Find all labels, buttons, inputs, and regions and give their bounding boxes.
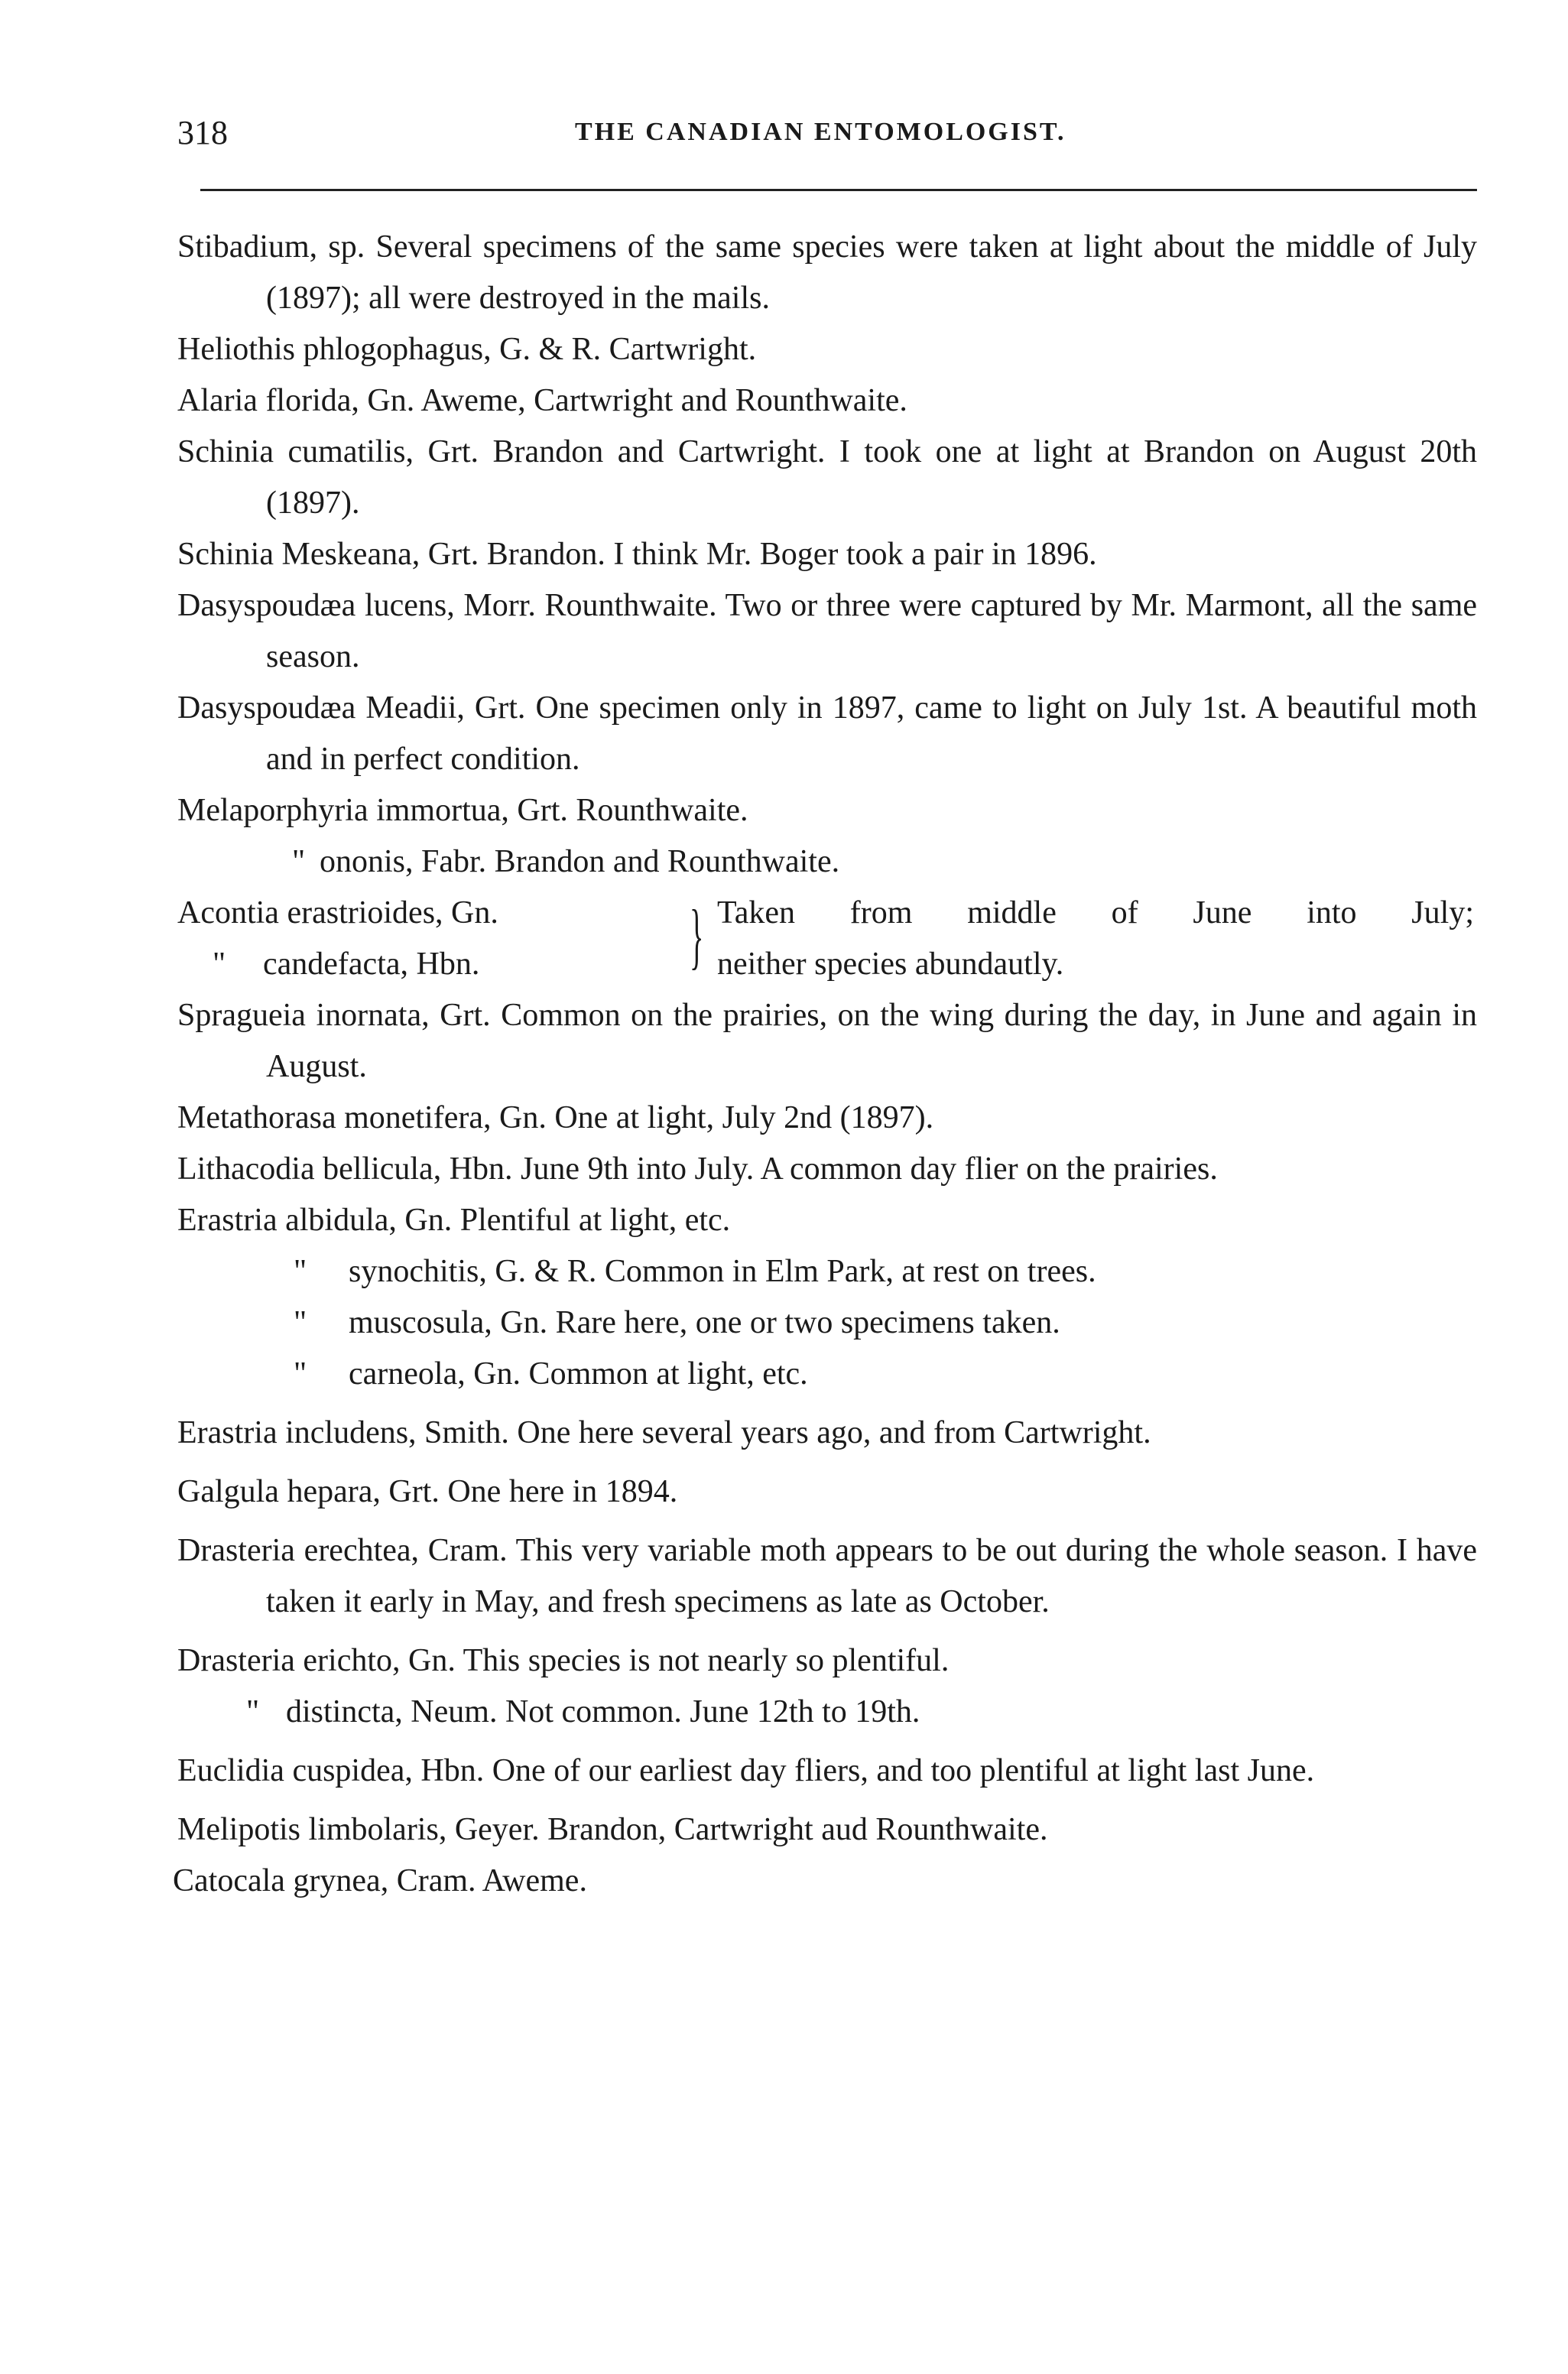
ditto-mark: " bbox=[294, 1305, 307, 1340]
entry-stibadium: Stibadium, sp. Several specimens of the same species were taken at light about the middle of July (1897); all were destroyed in the mails. bbox=[177, 229, 1477, 316]
acontia-note-2: neither species abundautly. bbox=[717, 947, 1064, 982]
entry-text: distincta, Neum. Not common. June 12th to 19th. bbox=[286, 1694, 920, 1729]
entry-schinia-cumatilis: Schinia cumatilis, Grt. Brandon and Cartwright. I took one at light at Brandon on August 20th (1897). bbox=[177, 434, 1477, 521]
page-number: 318 bbox=[177, 114, 228, 151]
entry-melaporphyria: Melaporphyria immortua, Grt. Rounthwaite. bbox=[177, 793, 748, 828]
entry-alaria: Alaria florida, Gn. Aweme, Cartwright and Rounthwaite. bbox=[177, 383, 907, 418]
entry-erastria-muscosula bbox=[177, 1297, 1477, 1349]
entry-erastria-includens: Erastria includens, Smith. One here several years ago, and from Cartwright. bbox=[177, 1415, 1151, 1450]
entry-drasteria-distincta bbox=[177, 1687, 1477, 1738]
ditto-mark: " bbox=[213, 947, 226, 982]
entry-erastria-albidula: Erastria albidula, Gn. Plentiful at light, etc. bbox=[177, 1203, 731, 1238]
ditto-mark: " bbox=[246, 1694, 260, 1729]
ditto-mark: " bbox=[292, 844, 306, 879]
entry-text: synochitis, G. & R. Common in Elm Park, at rest on trees. bbox=[349, 1254, 1096, 1289]
entry-erastria-carneola bbox=[177, 1349, 1477, 1400]
entry-drasteria-erechtea: Drasteria erechtea, Cram. This very variable moth appears to be out during the whole season. I have taken it early in May, and fresh specimens as late as October. bbox=[177, 1533, 1477, 1619]
ditto-mark: " bbox=[294, 1254, 307, 1289]
ditto-mark: " bbox=[294, 1356, 307, 1392]
entry-text: muscosula, Gn. Rare here, one or two specimens taken. bbox=[349, 1305, 1060, 1340]
entry-lithacodia: Lithacodia bellicula, Hbn. June 9th into July. A common day flier on the prairies. bbox=[177, 1151, 1218, 1187]
entry-melaporphyria-ononis bbox=[177, 836, 1477, 888]
brace-bracket: } bbox=[690, 895, 704, 976]
entry-dasyspoudaea-meadii: Dasyspoudæa Meadii, Grt. One specimen only in 1897, came to light on July 1st. A beautiful moth and in perfect condition. bbox=[177, 690, 1477, 777]
entry-text: ononis, Fabr. Brandon and Rounthwaite. bbox=[320, 844, 840, 879]
entry-catocala: Catocala grynea, Cram. Aweme. bbox=[173, 1863, 587, 1898]
entry-drasteria-erichto: Drasteria erichto, Gn. This species is not nearly so plentiful. bbox=[177, 1643, 950, 1678]
entry-spragueia: Spragueia inornata, Grt. Common on the prairies, on the wing during the day, in June and again in August. bbox=[177, 998, 1477, 1084]
entry-metathorasa: Metathorasa monetifera, Gn. One at light, July 2nd (1897). bbox=[177, 1100, 934, 1135]
journal-title: THE CANADIAN ENTOMOLOGIST. bbox=[575, 118, 1066, 146]
entry-schinia-meskeana: Schinia Meskeana, Grt. Brandon. I think Mr. Boger took a pair in 1896. bbox=[177, 537, 1097, 572]
acontia-group bbox=[177, 888, 1477, 990]
acontia-line-2: candefacta, Hbn. bbox=[263, 947, 480, 982]
entry-heliothis: Heliothis phlogophagus, G. & R. Cartwright. bbox=[177, 332, 757, 367]
entry-text: carneola, Gn. Common at light, etc. bbox=[349, 1356, 808, 1392]
species-list bbox=[173, 222, 1477, 1907]
running-header bbox=[177, 113, 1477, 159]
entry-dasyspoudaea-lucens: Dasyspoudæa lucens, Morr. Rounthwaite. Two or three were captured by Mr. Marmont, all the same season. bbox=[177, 588, 1477, 674]
acontia-note-1: Taken from middle of June into July; bbox=[717, 895, 1474, 930]
entry-euclidia: Euclidia cuspidea, Hbn. One of our earliest day fliers, and too plentiful at light last June. bbox=[177, 1753, 1315, 1788]
entry-galgula: Galgula hepara, Grt. One here in 1894. bbox=[177, 1474, 678, 1509]
entry-melipotis: Melipotis limbolaris, Geyer. Brandon, Cartwright aud Rounthwaite. bbox=[177, 1812, 1048, 1847]
header-rule bbox=[200, 189, 1477, 191]
entry-erastria-synochitis bbox=[177, 1246, 1477, 1297]
acontia-line-1: Acontia erastrioides, Gn. bbox=[177, 895, 498, 930]
